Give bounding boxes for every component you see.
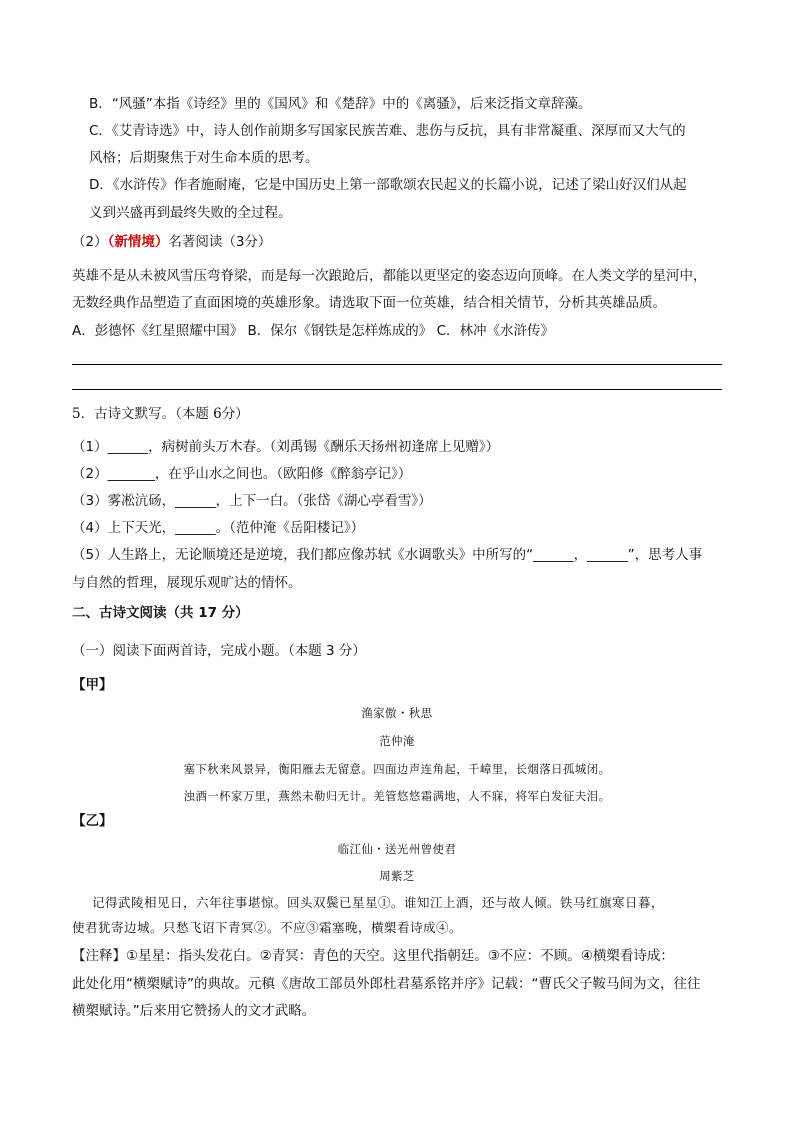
- poem-a-title: 渔家傲・秋思: [361, 706, 433, 720]
- recitation-item-5-line2: 与自然的哲理，展现乐观旷达的情怀。: [72, 575, 302, 591]
- question-number: （2）: [72, 234, 108, 250]
- poem-b-mark: 【乙】: [72, 813, 113, 829]
- poem-b-author: 周紫芝: [379, 869, 415, 883]
- recitation-item-4: （4）上下天光，______。（范仲淹《岳阳楼记》）: [72, 520, 365, 536]
- option-c-line2: 风格；后期聚焦于对生命本质的思考。: [89, 150, 319, 166]
- recitation-item-1: （1）______，病树前头万木春。（刘禹锡《酬乐天扬州初逢席上见赠》）: [72, 439, 500, 455]
- question-4-2-prompt-line1: 英雄不是从未被风雪压弯脊梁，而是每一次踉跄后，都能以更坚定的姿态迈向顶峰。在人类文学的星河中，: [72, 268, 707, 284]
- poem-a-mark: 【甲】: [72, 677, 113, 693]
- answer-line[interactable]: [72, 389, 722, 390]
- poem-a-line1: 塞下秋来风景异，衡阳雁去无留意。四面边声连角起，千嶂里，长烟落日孤城闭。: [183, 762, 611, 776]
- option-c-line1: C．《艾青诗选》中，诗人创作前期多写国家民族苦难、悲伤与反抗，具有非常凝重、深厚而又大气的: [89, 123, 686, 139]
- option-d-line2: 义到兴盛再到最终失败的全过程。: [89, 205, 292, 221]
- notes-line1: 【注释】①星星：指头发花白。②青冥：青色的天空。这里代指朝廷。③不应：不顾。④横槊看诗成：: [72, 948, 674, 964]
- option-d-line1: D．《水浒传》作者施耐庵，它是中国历史上第一部歌颂农民起义的长篇小说，记述了梁山好汉们从起: [89, 177, 687, 193]
- notes-line3: 横槊赋诗。”后来用它赞扬人的文才武略。: [72, 1003, 316, 1019]
- poem-a-author: 范仲淹: [379, 734, 415, 748]
- option-b: B．“风骚”本指《诗经》里的《国风》和《楚辞》中的《离骚》，后来泛指文章辞藻。: [89, 96, 592, 112]
- section-2-title: 二、古诗文阅读（共 17 分）: [72, 605, 249, 621]
- question-4-2-heading: [72, 232, 271, 252]
- question-4-2-choices: A．彭德怀《红星照耀中国》 B．保尔《钢铁是怎样炼成的》 C．林冲《水浒传》: [72, 323, 555, 339]
- notes-line2: 此处化用“横槊赋诗”的典故。元稹《唐故工部员外郎杜君墓系铭并序》记载：“曹氏父子鞍马间为文，往往: [72, 976, 701, 992]
- poem-b-line1: 记得武陵相见日，六年往事堪惊。回头双鬓已星星①。谁知江上酒，还与故人倾。铁马红旗寒日暮，: [92, 895, 665, 910]
- question-title: 名著阅读（3分）: [168, 234, 272, 250]
- recitation-item-2: （2）_______，在乎山水之间也。（欧阳修《醉翁亭记》）: [72, 466, 412, 482]
- poem-b-line2: 使君犹寄边城。只愁飞诏下青冥②。不应③霜塞晚，横槊看诗成④。: [72, 920, 463, 935]
- section-2-subtitle: （一）阅读下面两首诗，完成小题。（本题 3 分）: [72, 643, 366, 659]
- poem-b-title: 临江仙・送光州曾使君: [337, 842, 457, 856]
- recitation-item-5-line1: （5）人生路上，无论顺境还是逆境，我们都应像苏轼《水调歌头》中所写的“______，______”，思考人事: [72, 547, 703, 563]
- poem-a-line2: 浊酒一杯家万里，燕然未勒归无计。羌管悠悠霜满地，人不寐，将军白发征夫泪。: [183, 789, 611, 803]
- question-4-2-prompt-line2: 无数经典作品塑造了直面困境的英雄形象。请选取下面一位英雄，结合相关情节，分析其英雄品质。: [72, 295, 666, 311]
- answer-line[interactable]: [72, 364, 722, 365]
- new-context-tag: （新情境）: [107, 234, 169, 250]
- question-5-title: 5．古诗文默写。（本题 6分）: [72, 406, 249, 422]
- recitation-item-3: （3）雾凇沆砀，______，上下一白。（张岱《湖心亭看雪》）: [72, 493, 432, 509]
